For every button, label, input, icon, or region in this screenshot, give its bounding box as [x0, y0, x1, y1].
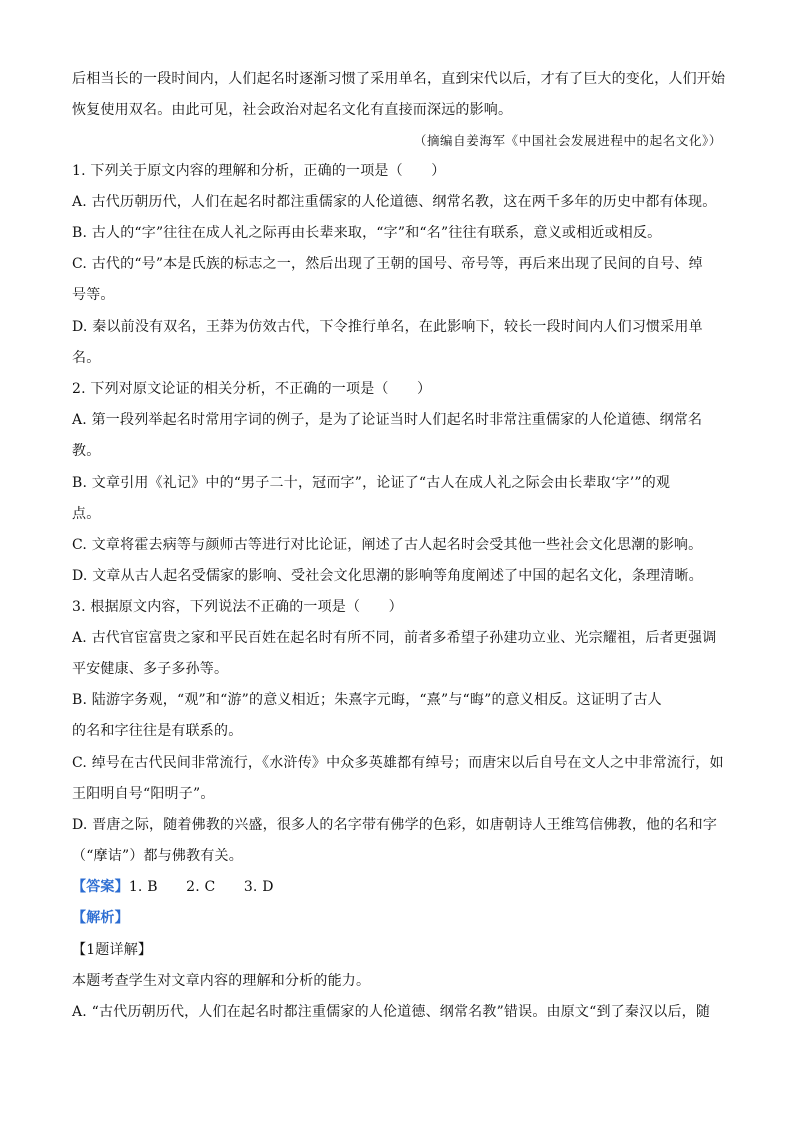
question-1-option-a: A. 古代历朝历代，人们在起名时都注重儒家的人伦道德、纲常名教，这在两千多年的历史中都有体现。 [72, 194, 717, 210]
passage-line: 后相当长的一段时间内，人们起名时逐渐习惯了采用单名，直到宋代以后，才有了巨大的变化，人们开始 [72, 71, 726, 87]
question-2-option-b: 点。 [72, 506, 101, 522]
analysis-option-a: A. “古代历朝历代，人们在起名时都注重儒家的人伦道德、纲常名教”错误。由原文“到了秦汉以后，随 [72, 1004, 711, 1020]
question-2-option-a: A. 第一段列举起名时常用字词的例子，是为了论证当时人们起名时非常注重儒家的人伦道德、纲常名 [72, 412, 703, 428]
question-3-option-c: C. 绰号在古代民间非常流行，《水浒传》中众多英雄都有绰号；而唐宋以后自号在文人之中非常流行，如 [72, 755, 724, 771]
question-3-option-d: （“摩诘”）都与佛教有关。 [72, 848, 243, 864]
detail-label: 【1题详解】 [72, 942, 153, 958]
question-3-option-d: D. 晋唐之际，随着佛教的兴盛，很多人的名字带有佛学的色彩，如唐朝诗人王维笃信佛教，他的名和字 [72, 817, 718, 833]
question-1-option-b: B. 古人的“字”往往在成人礼之际再由长辈来取，“字”和“名”往往有联系，意义或相近或相反。 [72, 225, 662, 241]
question-3-option-b: 的名和字往往是有联系的。 [72, 723, 243, 739]
passage-source: （摘编自姜海军《中国社会发展进程中的起名文化》） [413, 133, 722, 148]
question-1-option-d: 名。 [72, 350, 101, 366]
answer-text: 1. B 2. C 3. D [128, 879, 274, 895]
question-3-option-b: B. 陆游字务观，“观”和“游”的意义相近；朱熹字元晦，“熹”与“晦”的意义相反。这证明了古人 [72, 692, 662, 708]
answer-line [72, 876, 274, 896]
question-1-option-c: C. 古代的“号”本是氏族的标志之一，然后出现了王朝的国号、帝号等，再后来出现了民间的自号、绰 [72, 256, 703, 272]
analysis-label: 【解析】 [72, 910, 129, 926]
analysis-intro: 本题考查学生对文章内容的理解和分析的能力。 [72, 973, 371, 989]
question-2-option-c: C. 文章将霍去病等与颜师古等进行对比论证，阐述了古人起名时会受其他一些社会文化思潮的影响。 [72, 537, 703, 553]
question-3-option-a: 平安健康、多子多孙等。 [72, 661, 229, 677]
question-1-stem: 1. 下列关于原文内容的理解和分析，正确的一项是（ ） [72, 163, 446, 179]
answer-label: 【答案】 [72, 879, 129, 895]
question-3-option-c: 王阳明自号“阳明子”。 [72, 786, 215, 802]
question-3-stem: 3. 根据原文内容，下列说法不正确的一项是（ ） [72, 599, 403, 615]
question-1-option-c: 号等。 [72, 287, 115, 303]
question-2-option-b: B. 文章引用《礼记》中的“男子二十，冠而字”，论证了“古人在成人礼之际会由长辈取‘字’”的观 [72, 475, 671, 491]
question-2-stem: 2. 下列对原文论证的相关分析，不正确的一项是（ ） [72, 381, 432, 397]
question-1-option-d: D. 秦以前没有双名，王莽为仿效古代，下令推行单名，在此影响下，较长一段时间内人们习惯采用单 [72, 319, 703, 335]
passage-line: 恢复使用双名。由此可见，社会政治对起名文化有直接而深远的影响。 [72, 102, 513, 118]
question-2-option-a: 教。 [72, 443, 101, 459]
question-2-option-d: D. 文章从古人起名受儒家的影响、受社会文化思潮的影响等角度阐述了中国的起名文化，条理清晰。 [72, 568, 703, 584]
question-3-option-a: A. 古代官宦富贵之家和平民百姓在起名时有所不同，前者多希望子孙建功立业、光宗耀祖，后者更强调 [72, 630, 717, 646]
